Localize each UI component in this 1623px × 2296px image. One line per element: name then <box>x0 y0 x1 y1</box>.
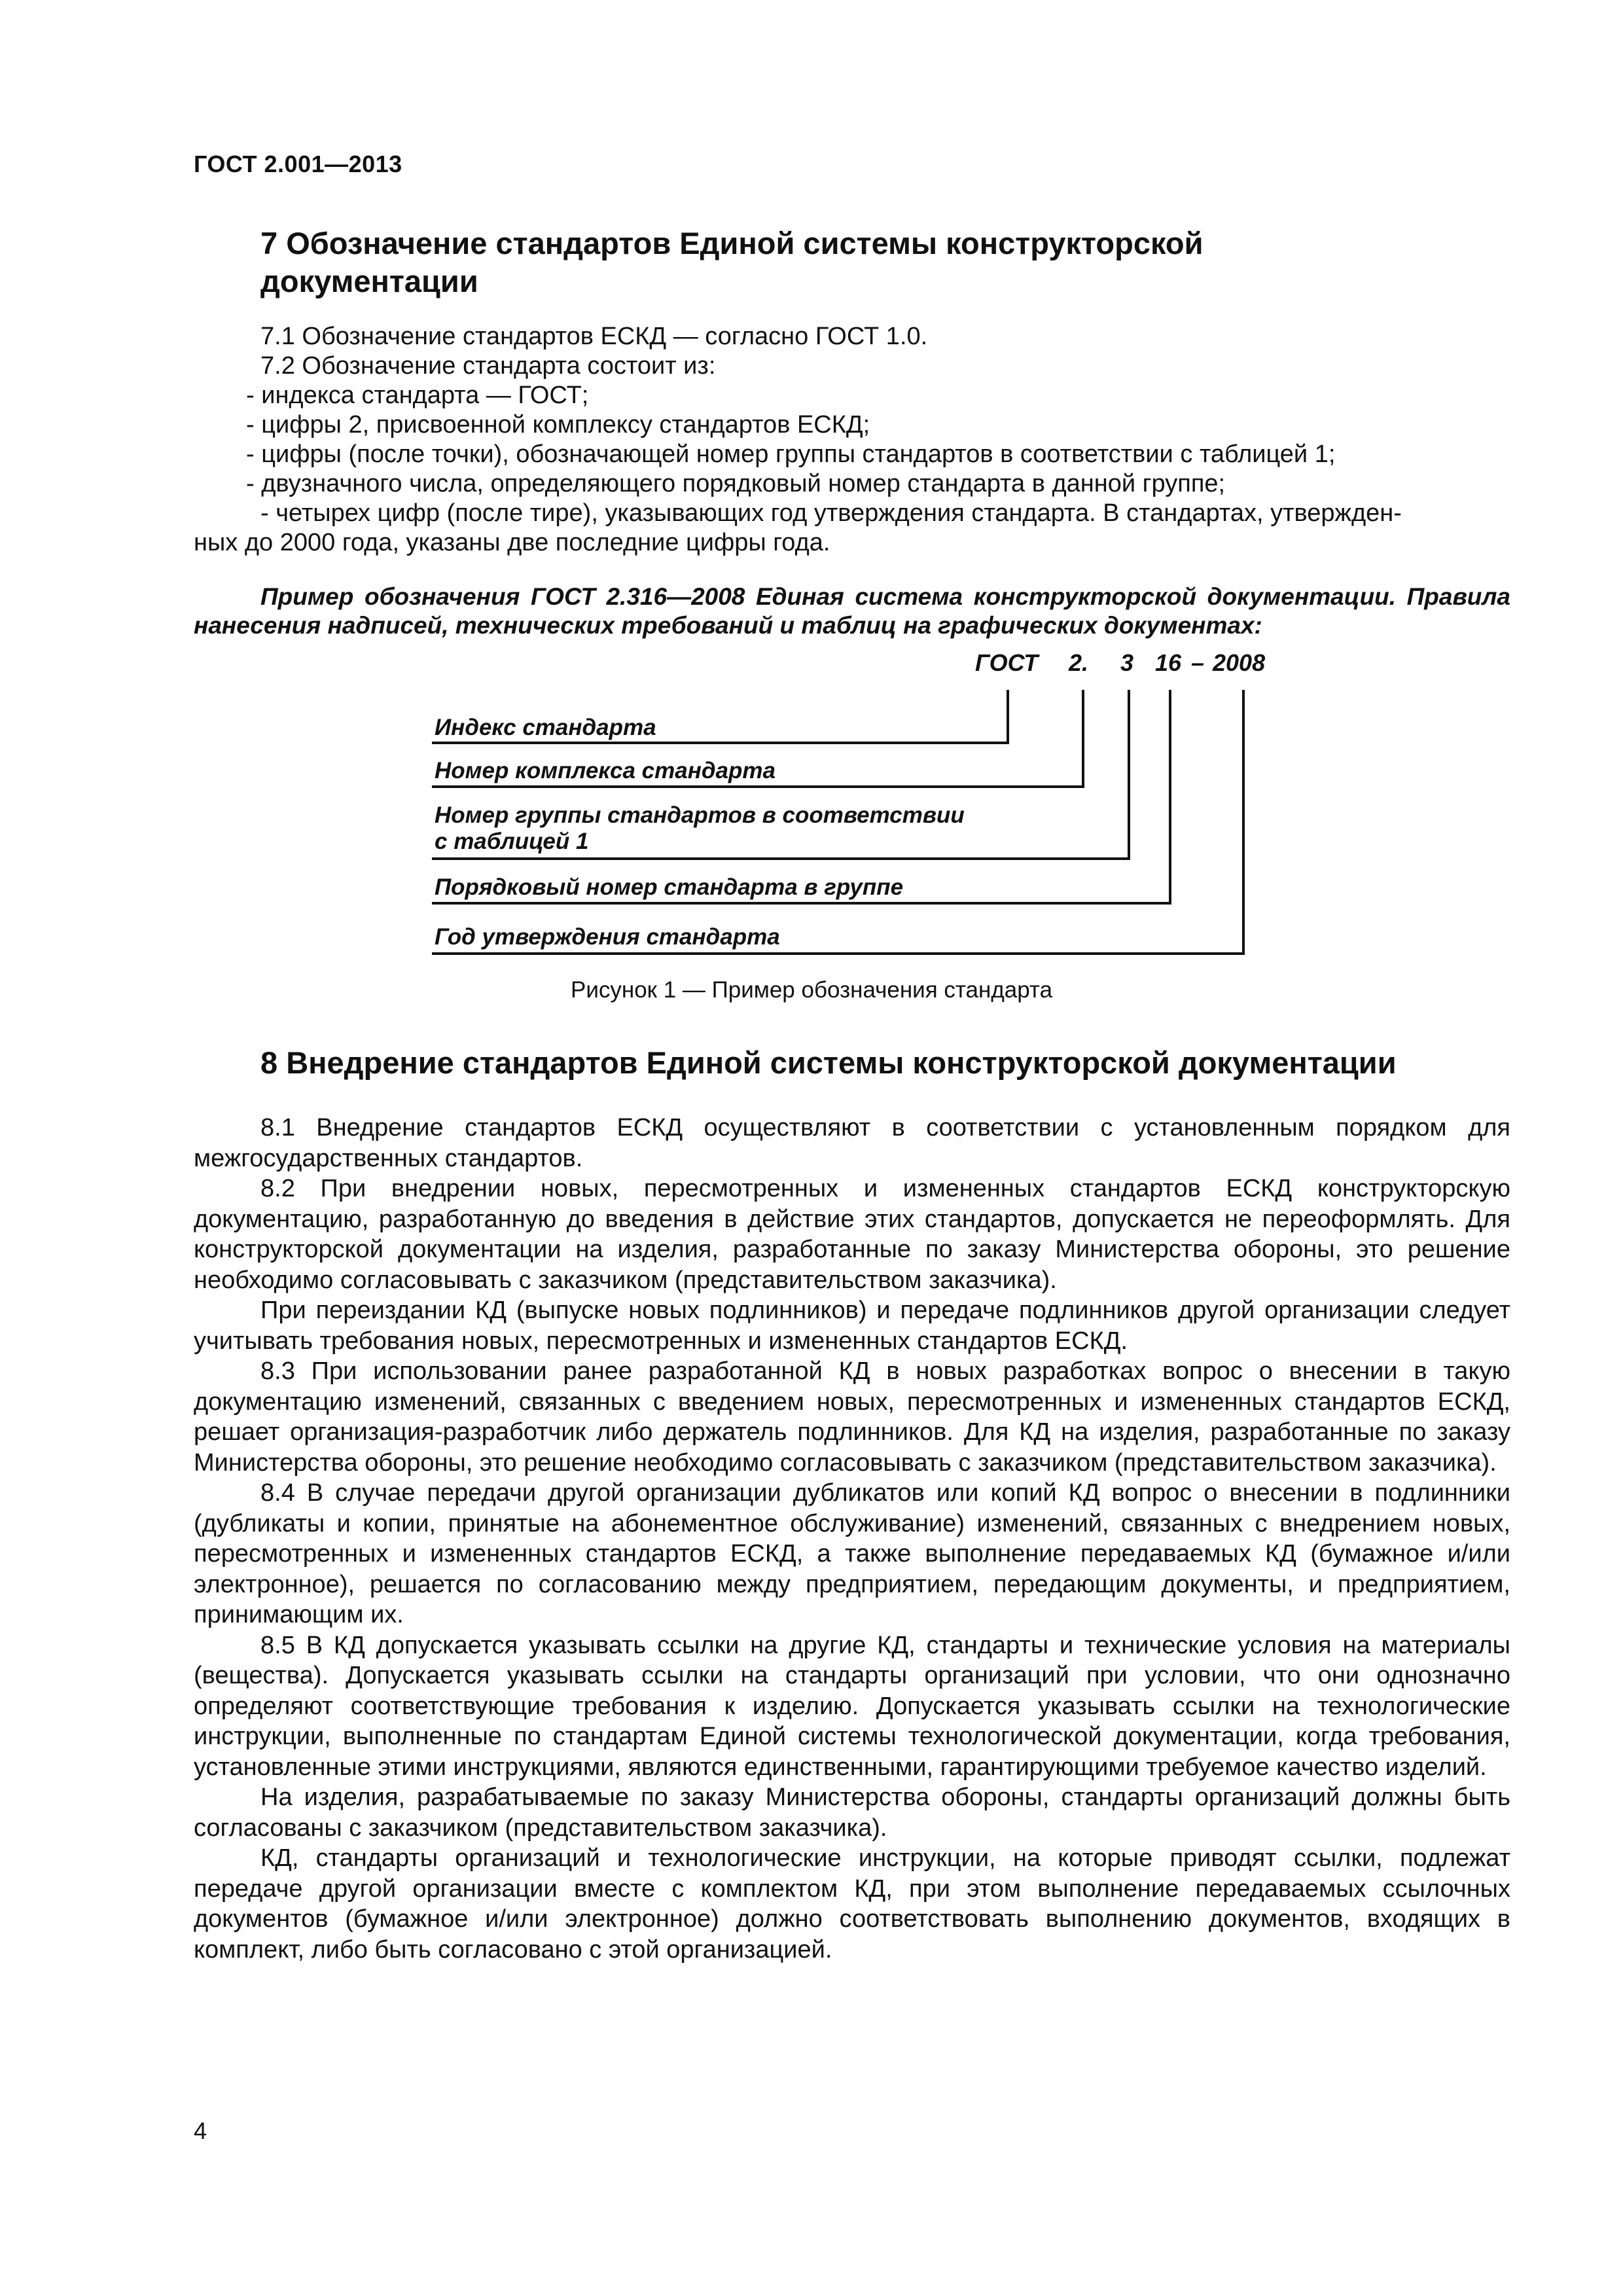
clause-8-5-transfer: КД, стандарты организаций и технологические инструкции, на которые приводят ссылки, подлежат передаче другой организации вместе с комплектом КД, при этом выполнение передаваемых ссылочных документов (бумажное и/или электронное) должно соответствовать выполнению документов, входящих в комплект, либо быть согласовано с этой организацией. <box>194 1844 1510 1964</box>
document-code-header: ГОСТ 2.001—2013 <box>194 151 402 177</box>
label-group-number-line1: Номер группы стандартов в соответствии <box>435 802 965 828</box>
section-7-title <box>260 224 1373 300</box>
label-standard-index: Индекс стандарта <box>435 715 656 740</box>
list-item-year: - четырех цифр (после тире), указывающих год утверждения стандарта. В стандартах, утвержден- <box>260 499 1402 527</box>
clause-8-4: 8.4 В случае передачи другой организации дубликатов или копий КД вопрос о внесении в подлинники (дубликаты и копии, принятые на абонементное обслуживание) изменений, связанных с внедрением новых, пересмотренных и измененных стандартов ЕСКД, а также выполнение передаваемых КД (бумажное и/или электронное), решается по согласованию между предприятием, передающим документы, и предприятием, принимающим их. <box>194 1479 1510 1628</box>
code-part-group: 3 <box>1120 649 1134 676</box>
section-7-title-line2: документации <box>260 264 478 298</box>
label-group-number-line2: с таблицей 1 <box>435 829 589 854</box>
figure-1-diagram <box>419 641 1283 982</box>
code-part-year: 2008 <box>1213 649 1266 676</box>
clause-7-1: 7.1 Обозначение стандартов ЕСКД — согласно ГОСТ 1.0. <box>260 323 928 350</box>
list-item-complex: - цифры 2, присвоенной комплексу стандартов ЕСКД; <box>246 411 870 439</box>
clause-8-5: 8.5 В КД допускается указывать ссылки на другие КД, стандарты и технические условия на материалы (вещества). Допускается указывать ссылки на стандарты организаций при условии, что они однозначно определяют соответствующие требования к изделию. Допускается указывать ссылки на технологические инструкции, выполненные по стандартам Единой системы технологической документации, когда требования, установленные этими инструкциями, являются единственными, гарантирующими требуемое качество изделий. <box>194 1631 1510 1781</box>
code-part-gost: ГОСТ <box>975 649 1039 676</box>
label-complex-number: Номер комплекса стандарта <box>435 758 776 783</box>
code-part-dash: – <box>1191 649 1205 676</box>
list-item-year-cont: ных до 2000 года, указаны две последние цифры года. <box>194 529 830 556</box>
section-8-body <box>194 1113 1510 1965</box>
code-part-complex: 2. <box>1069 649 1089 676</box>
section-8-title: 8 Внедрение стандартов Единой системы конструкторской документации <box>260 1045 1397 1080</box>
code-part-number: 16 <box>1155 649 1182 676</box>
clause-8-2-reissue: При переиздании КД (выпуске новых подлинников) и передаче подлинников другой организации следует учитывать требования новых, пересмотренных и измененных стандартов ЕСКД. <box>194 1297 1510 1355</box>
label-serial-number: Порядковый номер стандарта в группе <box>435 874 904 900</box>
section-7-title-line1: 7 Обозначение стандартов Единой системы конструкторской <box>260 226 1204 260</box>
page-number: 4 <box>194 2117 207 2144</box>
clause-8-3: 8.3 При использовании ранее разработанной КД в новых разработках вопрос о внесении в такую документацию изменений, связанных с введением новых, пересмотренных и измененных стандартов ЕСКД, решает организация-разработчик либо держатель подлинников. Для КД на изделия, разработанные по заказу Министерства обороны, это решение необходимо согласовывать с заказчиком (представительством заказчика). <box>194 1357 1510 1477</box>
section-7-body <box>194 322 1496 558</box>
designation-example: Пример обозначения ГОСТ 2.316—2008 Единая система конструкторской документации. Правила нанесения надписей, технических требований и таблиц на графических документах: <box>194 583 1510 639</box>
list-item-index: - индекса стандарта — ГОСТ; <box>246 382 589 409</box>
clause-8-2: 8.2 При внедрении новых, пересмотренных и измененных стандартов ЕСКД конструкторскую документацию, разработанную до введения в действие этих стандартов, допускается не переоформлять. Для конструкторской документации на изделия, разработанные по заказу Министерства обороны, это решение необходимо согласовывать с заказчиком (представительством заказчика). <box>194 1175 1510 1294</box>
clause-8-5-defense: На изделия, разрабатываемые по заказу Министерства обороны, стандарты организаций должны быть согласованы с заказчиком (представительством заказчика). <box>194 1784 1510 1842</box>
label-approval-year: Год утверждения стандарта <box>435 924 780 950</box>
list-item-group: - цифры (после точки), обозначающей номер группы стандартов в соответствии с таблицей 1; <box>246 440 1336 468</box>
list-item-number: - двузначного числа, определяющего порядковый номер стандарта в данной группе; <box>246 470 1226 497</box>
clause-8-1: 8.1 Внедрение стандартов ЕСКД осуществляют в соответствии с установленным порядком для межгосударственных стандартов. <box>194 1114 1510 1172</box>
figure-1-caption: Рисунок 1 — Пример обозначения стандарта <box>570 977 1053 1003</box>
clause-7-2: 7.2 Обозначение стандарта состоит из: <box>260 352 716 380</box>
